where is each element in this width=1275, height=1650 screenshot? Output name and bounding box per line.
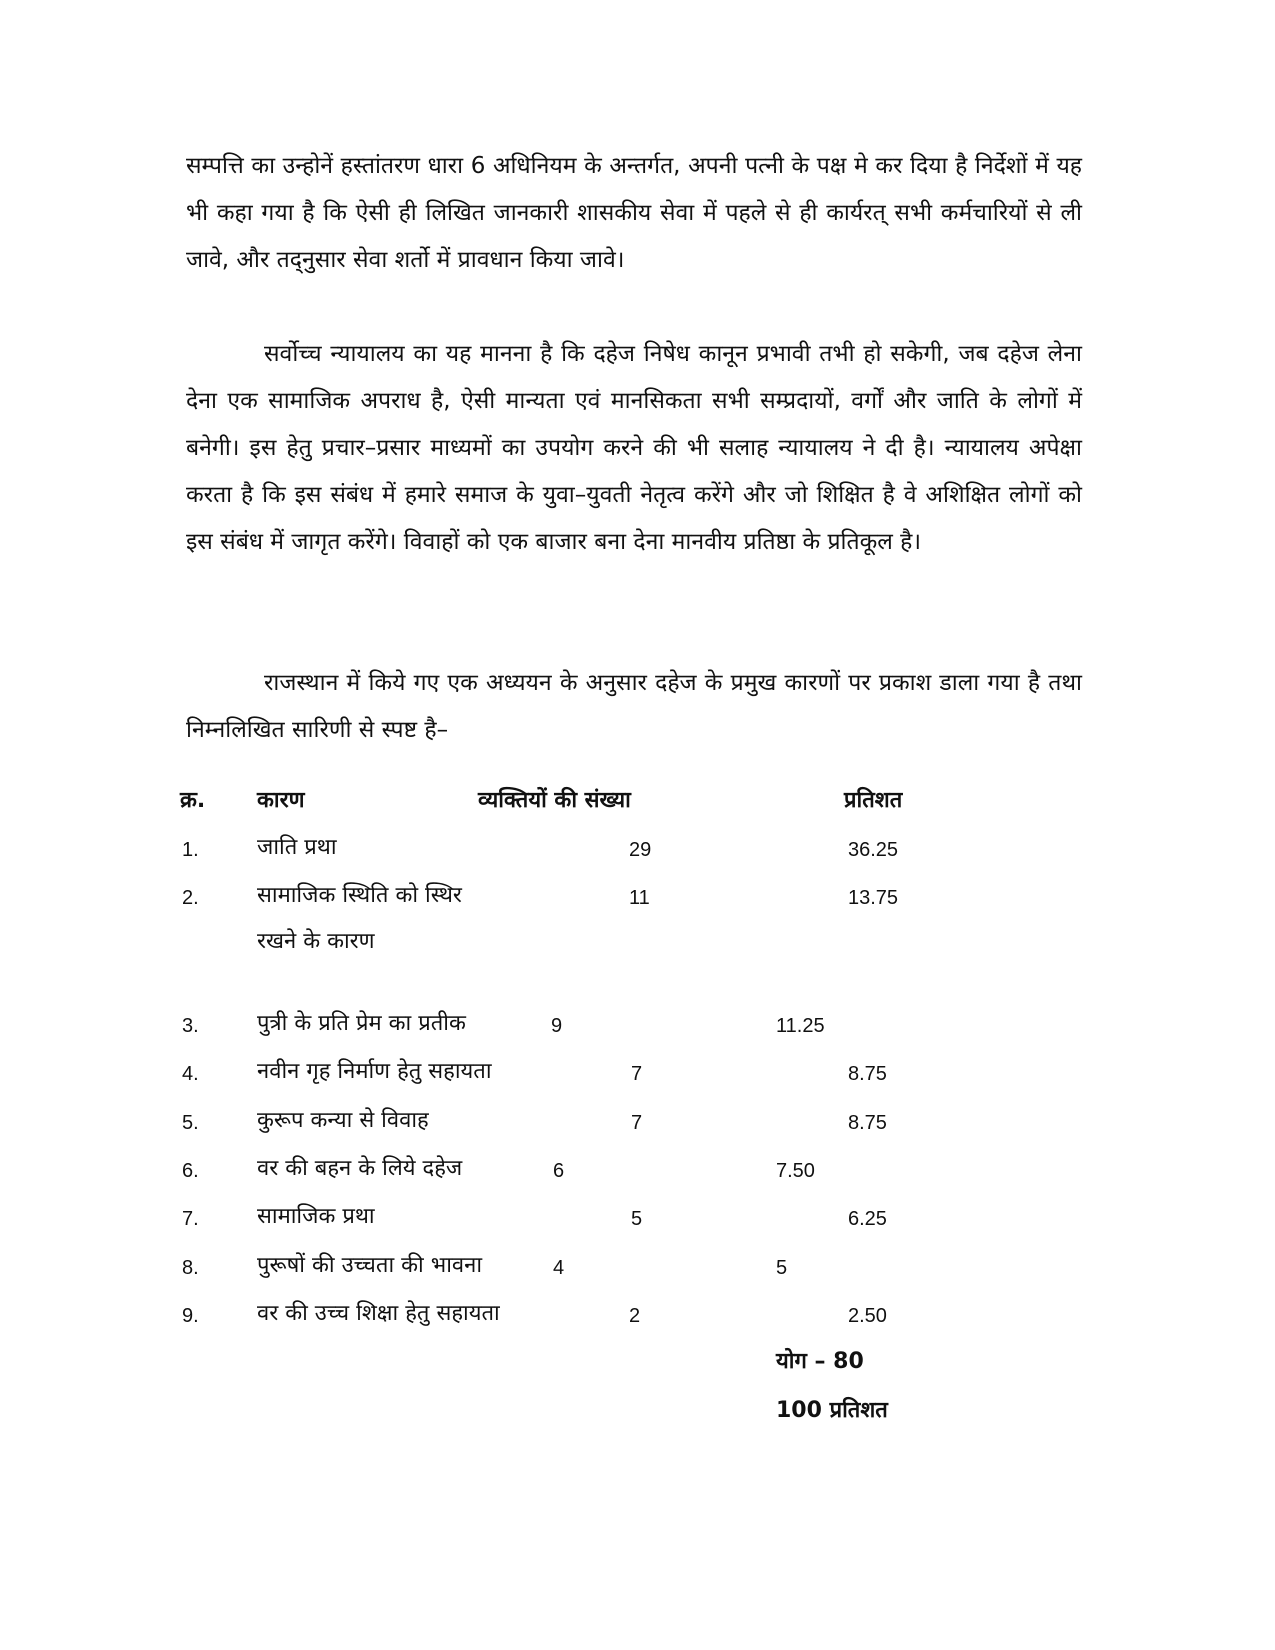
table-row-serial: 7. — [182, 1208, 199, 1230]
table-row-percent: 6.25 — [848, 1208, 887, 1230]
table-row-persons: 9 — [551, 1015, 563, 1037]
table-row-cause: नवीन गृह निर्माण हेतु सहायता — [257, 1059, 492, 1084]
table-row-percent: 7.50 — [776, 1160, 815, 1182]
table-row-percent: 8.75 — [848, 1063, 887, 1085]
table-row-cause: पुरूषों की उच्चता की भावना — [257, 1253, 483, 1278]
paragraph-2: सर्वोच्च न्यायालय का यह मानना है कि दहेज निषेध कानून प्रभावी तभी हो सकेगी, जब दहेज लेना देना एक सामाजिक अपराध है, ऐसी मान्यता एवं मानसिकता सभी सम्प्रदायों, वर्गों और जाति के लोगों में बनेगी। इस हेतु प्रचार–प्रसार माध्यमों का उपयोग करने की भी सलाह न्यायालय ने दी है। न्यायालय अपेक्षा करता है कि इस संबंध में हमारे समाज के युवा–युवती नेतृत्व करेंगे और जो शिक्षित है वे अशिक्षित लोगों को इस संबंध में जागृत करेंगे। विवाहों को एक बाजार बना देना मानवीय प्रतिष्ठा के प्रतिकूल है। — [186, 341, 1082, 555]
table-header-persons: व्यक्तियों की संख्या — [478, 788, 631, 813]
table-row-serial: 6. — [182, 1160, 199, 1182]
table-row-persons: 29 — [629, 839, 652, 861]
table-row-serial: 8. — [182, 1257, 199, 1279]
table-row-cause: जाति प्रथा — [257, 835, 337, 860]
table-header-cause: कारण — [257, 788, 305, 813]
table-row-percent: 13.75 — [848, 887, 899, 909]
paragraph-1: सम्पत्ति का उन्होनें हस्तांतरण धारा 6 अधिनियम के अन्तर्गत, अपनी पत्नी के पक्ष मे कर दिया है निर्देशों में यह भी कहा गया है कि ऐसी ही लिखित जानकारी शासकीय सेवा में पहले से ही कार्यरत् सभी कर्मचारियों से ली जावे, और तद्नुसार सेवा शर्तो में प्रावधान किया जावे। — [186, 153, 1082, 273]
table-row-persons: 5 — [631, 1208, 643, 1230]
table-row-cause: पुत्री के प्रति प्रेम का प्रतीक — [257, 1011, 466, 1036]
table-row-persons: 11 — [629, 887, 650, 909]
table-row-persons: 6 — [553, 1160, 565, 1182]
table-row-cause-continued: रखने के कारण — [257, 929, 375, 954]
table-header-serial: क्र. — [180, 788, 206, 813]
table-row-percent: 36.25 — [848, 839, 899, 861]
paragraph-3: राजस्थान में किये गए एक अध्ययन के अनुसार दहेज के प्रमुख कारणों पर प्रकाश डाला गया है तथा निम्नलिखित सारिणी से स्पष्ट है– — [186, 670, 1082, 743]
table-row-percent: 5 — [776, 1257, 788, 1279]
table-row-percent: 2.50 — [848, 1305, 887, 1327]
table-row-serial: 3. — [182, 1015, 199, 1037]
table-total-percent: 100 प्रतिशत — [776, 1398, 888, 1423]
table-row-serial: 2. — [182, 887, 199, 909]
table-row-serial: 4. — [182, 1063, 199, 1085]
table-row-cause: सामाजिक प्रथा — [257, 1204, 375, 1229]
table-row-percent: 11.25 — [776, 1015, 825, 1037]
table-row-cause: सामाजिक स्थिति को स्थिर — [257, 883, 462, 908]
table-header-percent: प्रतिशत — [844, 788, 903, 813]
table-row-cause: वर की उच्च शिक्षा हेतु सहायता — [257, 1301, 500, 1326]
table-row-persons: 7 — [631, 1112, 643, 1134]
table-row-percent: 8.75 — [848, 1112, 887, 1134]
table-row-persons: 7 — [631, 1063, 643, 1085]
table-row-cause: वर की बहन के लिये दहेज — [257, 1156, 463, 1181]
table-row-persons: 4 — [553, 1257, 565, 1279]
table-row-persons: 2 — [629, 1305, 641, 1327]
table-row-serial: 9. — [182, 1305, 199, 1327]
table-row-cause: कुरूप कन्या से विवाह — [257, 1108, 429, 1133]
table-row-serial: 5. — [182, 1112, 199, 1134]
table-total-count: योग – 80 — [776, 1349, 864, 1374]
table-row-serial: 1. — [182, 839, 199, 861]
